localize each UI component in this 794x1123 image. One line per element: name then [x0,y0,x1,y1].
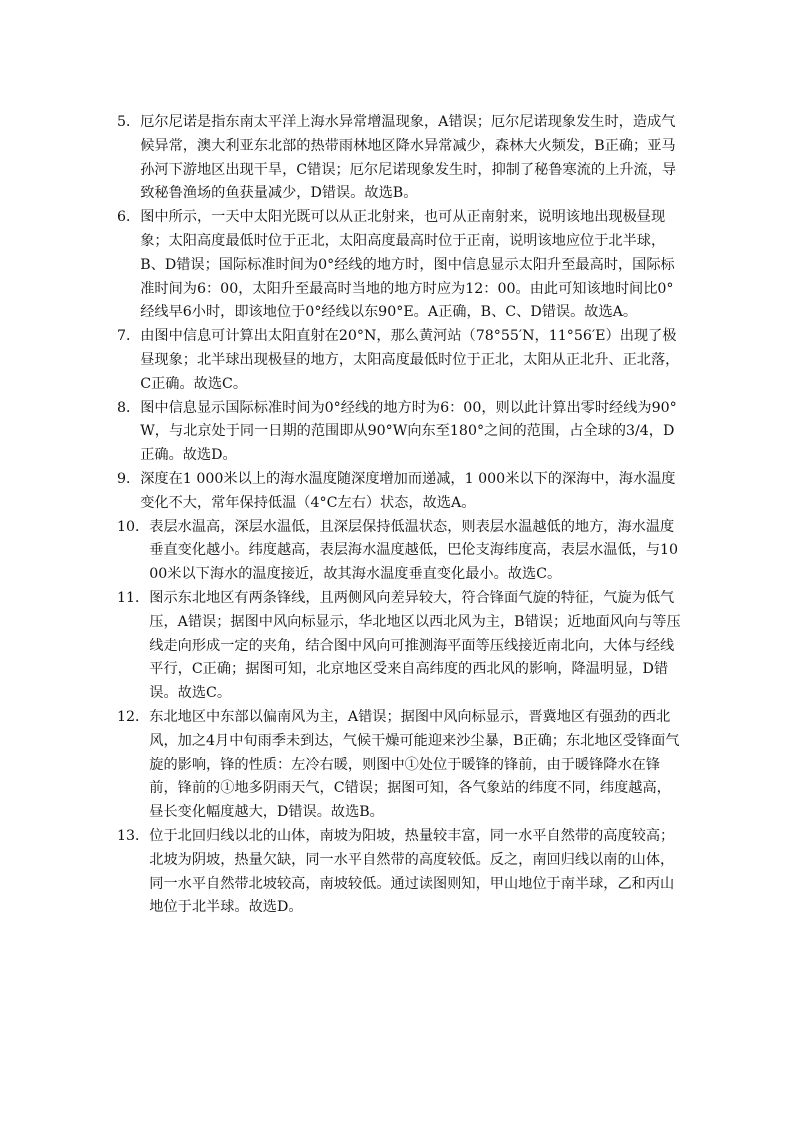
item-text: 位于北回归线以北的山体，南坡为阳坡，热量较丰富，同一水平自然带的高度较高；北坡为阴坡，热量欠缺，同一水平自然带的高度较低。反之，南回归线以南的山体，同一水平自然带北坡较高，南坡较低。通过读图则知，甲山地位于南半球，乙和丙山地位于北半球。故选D。 [149,827,675,916]
item-number: 12． [117,708,150,725]
item-text: 表层水温高，深层水温低，且深层保持低温状态，则表层水温越低的地方，海水温度垂直变化越小。纬度越高，表层海水温度越低，巴伦支海纬度高，表层水温低，与1000米以下海水的温度接近，故其海水温度垂直变化最小。故选C。 [149,518,679,583]
item-text: 图中所示，一天中太阳光既可以从正北射来，也可从正南射来，说明该地出现极昼现象；太阳高度最低时位于正北，太阳高度最高时位于正南，说明该地应位于北半球，B、D错误；国际标准时间为0°经线的地方时，图中信息显示太阳升至最高时，国际标准时间为6：00，太阳升至最高时当地的地方时应为12：00。由此可知该地时间比0°经线早6小时，即该地位于0°经线以东90°E。A正确，B、C、D错误。故选A。 [140,209,675,321]
item-number: 10． [117,518,150,535]
item-text: 东北地区中东部以偏南风为主，A错误；据图中风向标显示，晋冀地区有强劲的西北风，加之4月中旬雨季未到达，气候干燥可能迎来沙尘暴，B正确；东北地区受锋面气旋的影响，锋的性质：左冷右暖，则图中①处位于暖锋的锋前，由于暖锋降水在锋前，锋前的①地多阴雨天气，C错误；据图可知，各气象站的纬度不同，纬度越高，昼长变化幅度越大，D错误。故选B。 [149,708,680,821]
item-number: 6． [117,209,141,226]
answer-item-12 [117,706,681,825]
item-number: 13． [117,827,150,844]
item-text: 图示东北地区有两条锋线，且两侧风向差异较大，符合锋面气旋的特征，气旋为低气压，A错误；据图中风向标显示，华北地区以西北风为主，B错误；近地面风向与等压线走向形成一定的夹角，结合图中风向可推测海平面等压线接近南北向，大体与经线平行，C正确；据图可知，北京地区受来自高纬度的西北风的影响，降温明显，D错误。故选C。 [149,589,681,702]
answer-item-10 [117,516,681,587]
answer-item-11 [117,587,681,706]
answer-item-7 [117,325,681,396]
answer-item-6 [117,206,681,325]
item-text: 厄尔尼诺是指东南太平洋上海水异常增温现象，A错误；厄尔尼诺现象发生时，造成气候异常，澳大利亚东北部的热带雨林地区降水异常减少，森林大火频发，B正确；亚马孙河下游地区出现干旱，C错误；厄尔尼诺现象发生时，抑制了秘鲁寒流的上升流，导致秘鲁渔场的鱼获量减少，D错误。故选B。 [140,114,677,202]
answer-item-8 [117,397,681,468]
item-number: 7． [117,328,141,345]
answer-explanations [117,111,681,920]
item-text: 图中信息显示国际标准时间为0°经线的地方时为6：00，则以此计算出零时经线为90°W，与北京处于同一日期的范围即从90°W向东至180°之间的范围，占全球的3/4，D正确。故选D。 [140,399,677,464]
answer-item-13 [117,825,681,920]
item-number: 5． [117,114,141,130]
answer-item-5 [117,111,681,206]
item-text: 由图中信息可计算出太阳直射在20°N，那么黄河站（78°55′N，11°56′E）出现了极昼现象；北半球出现极昼的地方，太阳高度最低时位于正北，太阳从正北升、正北落，C正确。故选C。 [140,328,680,392]
item-number: 11． [117,589,150,606]
item-number: 8． [117,399,141,416]
item-number: 9． [117,470,141,487]
item-text: 深度在1 000米以上的海水温度随深度增加而递减，1 000米以下的深海中，海水温度变化不大，常年保持低温（4°C左右）状态，故选A。 [140,470,676,511]
answer-item-9 [117,468,681,516]
